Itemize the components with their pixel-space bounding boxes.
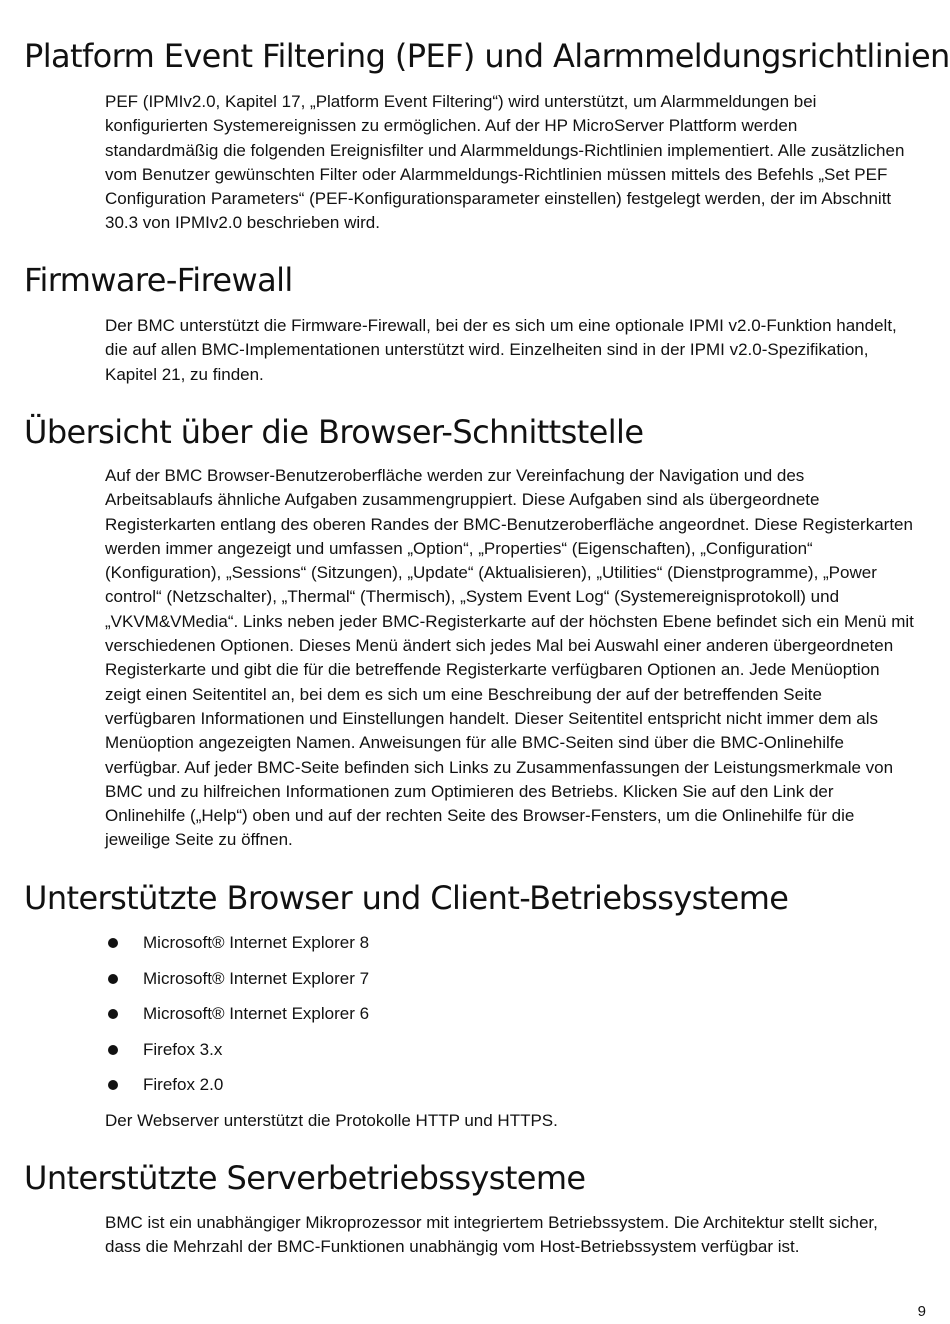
paragraph-pef: PEF (IPMIv2.0, Kapitel 17, „Platform Event Filtering“) wird unterstützt, um Alarmmeldungen bei konfigurierten Systemereignissen zu ermöglichen. Auf der HP MicroServer Plattform werden standardmäßig die folgenden Ereignisfilter und Alarmmeldungs-Richtlinien implementiert. Alle zusätzlichen vom Benutzer gewünschten Filter oder Alarmmeldungs-Richtlinien müssen mittels des Befehls „Set PEF Configuration Parameters“ (PEF-Konfigurationsparameter einstellen) festgelegt werden, der im Abschnitt 30.3 von IPMIv2.0 beschrieben wird. <box>105 92 905 233</box>
heading-firmware-firewall: Firmware-Firewall <box>24 261 293 299</box>
list-item-text: Microsoft® Internet Explorer 8 <box>143 933 370 952</box>
bullet-icon <box>108 1045 118 1055</box>
heading-server-os: Unterstützte Serverbetriebssysteme <box>24 1159 586 1197</box>
heading-supported-browsers: Unterstützte Browser und Client-Betriebssysteme <box>24 879 789 917</box>
heading-pef: Platform Event Filtering (PEF) und Alarmmeldungsrichtlinien <box>24 37 950 75</box>
paragraph-firmware-firewall: Der BMC unterstützt die Firmware-Firewall, bei der es sich um eine optionale IPMI v2.0-Funktion handelt, die auf allen BMC-Implementationen unterstützt wird. Einzelheiten sind in der IPMI v2.0-Spezifikation, Kapitel 21, zu finden. <box>105 316 897 384</box>
bullet-icon <box>108 938 118 948</box>
paragraph-browser-interface: Auf der BMC Browser-Benutzeroberfläche werden zur Vereinfachung der Navigation und des Arbeitsablaufs ähnliche Aufgaben zusammengruppiert. Diese Aufgaben sind als übergeordnete Registerkarten entlang des oberen Randes der BMC-Benutzeroberfläche angeordnet. Diese Registerkarten werden immer angezeigt und umfassen „Option“, „Properties“ (Eigenschaften), „Configuration“ (Konfiguration), „Sessions“ (Sitzungen), „Update“ (Aktualisieren), „Utilities“ (Dienstprogramme), „Power control“ (Netzschalter), „Thermal“ (Thermisch), „System Event Log“ (Systemereignisprotokoll) und „VKVM&VMedia“. Links neben jeder BMC-Registerkarte auf der höchsten Ebene befindet sich ein Menü mit verschiedenen Optionen. Dieses Menü ändert sich jedes Mal bei Auswahl einer anderen übergeordneten Registerkarte und gibt die für die betreffende Registerkarte verfügbaren Optionen an. Jede Menüoption zeigt einen Seitentitel an, bei dem es sich um eine Beschreibung der auf der betreffenden Seite verfügbaren Informationen und Einstellungen handelt. Dieser Seitentitel entspricht nicht immer dem als Menüoption angezeigten Namen. Anweisungen für alle BMC-Seiten sind über die BMC-Onlinehilfe verfügbar. Auf jeder BMC-Seite befinden sich Links zu Zusammenfassungen der Leistungsmerkmale von BMC und zu hilfreichen Informationen zum Optimieren des Betriebs. Klicken Sie auf den Link der Onlinehilfe („Help“) oben und auf der rechten Seite des Browser-Fensters, um die Onlinehilfe für die jeweilige Seite zu öffnen. <box>105 466 914 850</box>
list-item-text: Microsoft® Internet Explorer 6 <box>143 1004 370 1024</box>
page-number: 9 <box>917 1303 926 1320</box>
list-item-text: Firefox 3.x <box>143 1039 223 1059</box>
heading-browser-interface: Übersicht über die Browser-Schnittstelle <box>24 413 644 451</box>
bullet-icon <box>108 1009 118 1019</box>
list-item-text: Firefox 2.0 <box>143 1075 224 1095</box>
bullet-icon <box>108 1080 118 1090</box>
bullet-icon <box>108 974 118 984</box>
list-item-text: Microsoft® Internet Explorer 7 <box>143 968 370 988</box>
paragraph-server-os: BMC ist ein unabhängiger Mikroprozessor mit integriertem Betriebssystem. Die Architektur stellt sicher, dass die Mehrzahl der BMC-Funktionen unabhängig vom Host-Betriebssystem verfügbar ist. <box>105 1213 878 1257</box>
paragraph-webserver-protocols: Der Webserver unterstützt die Protokolle HTTP und HTTPS. <box>105 1111 558 1130</box>
